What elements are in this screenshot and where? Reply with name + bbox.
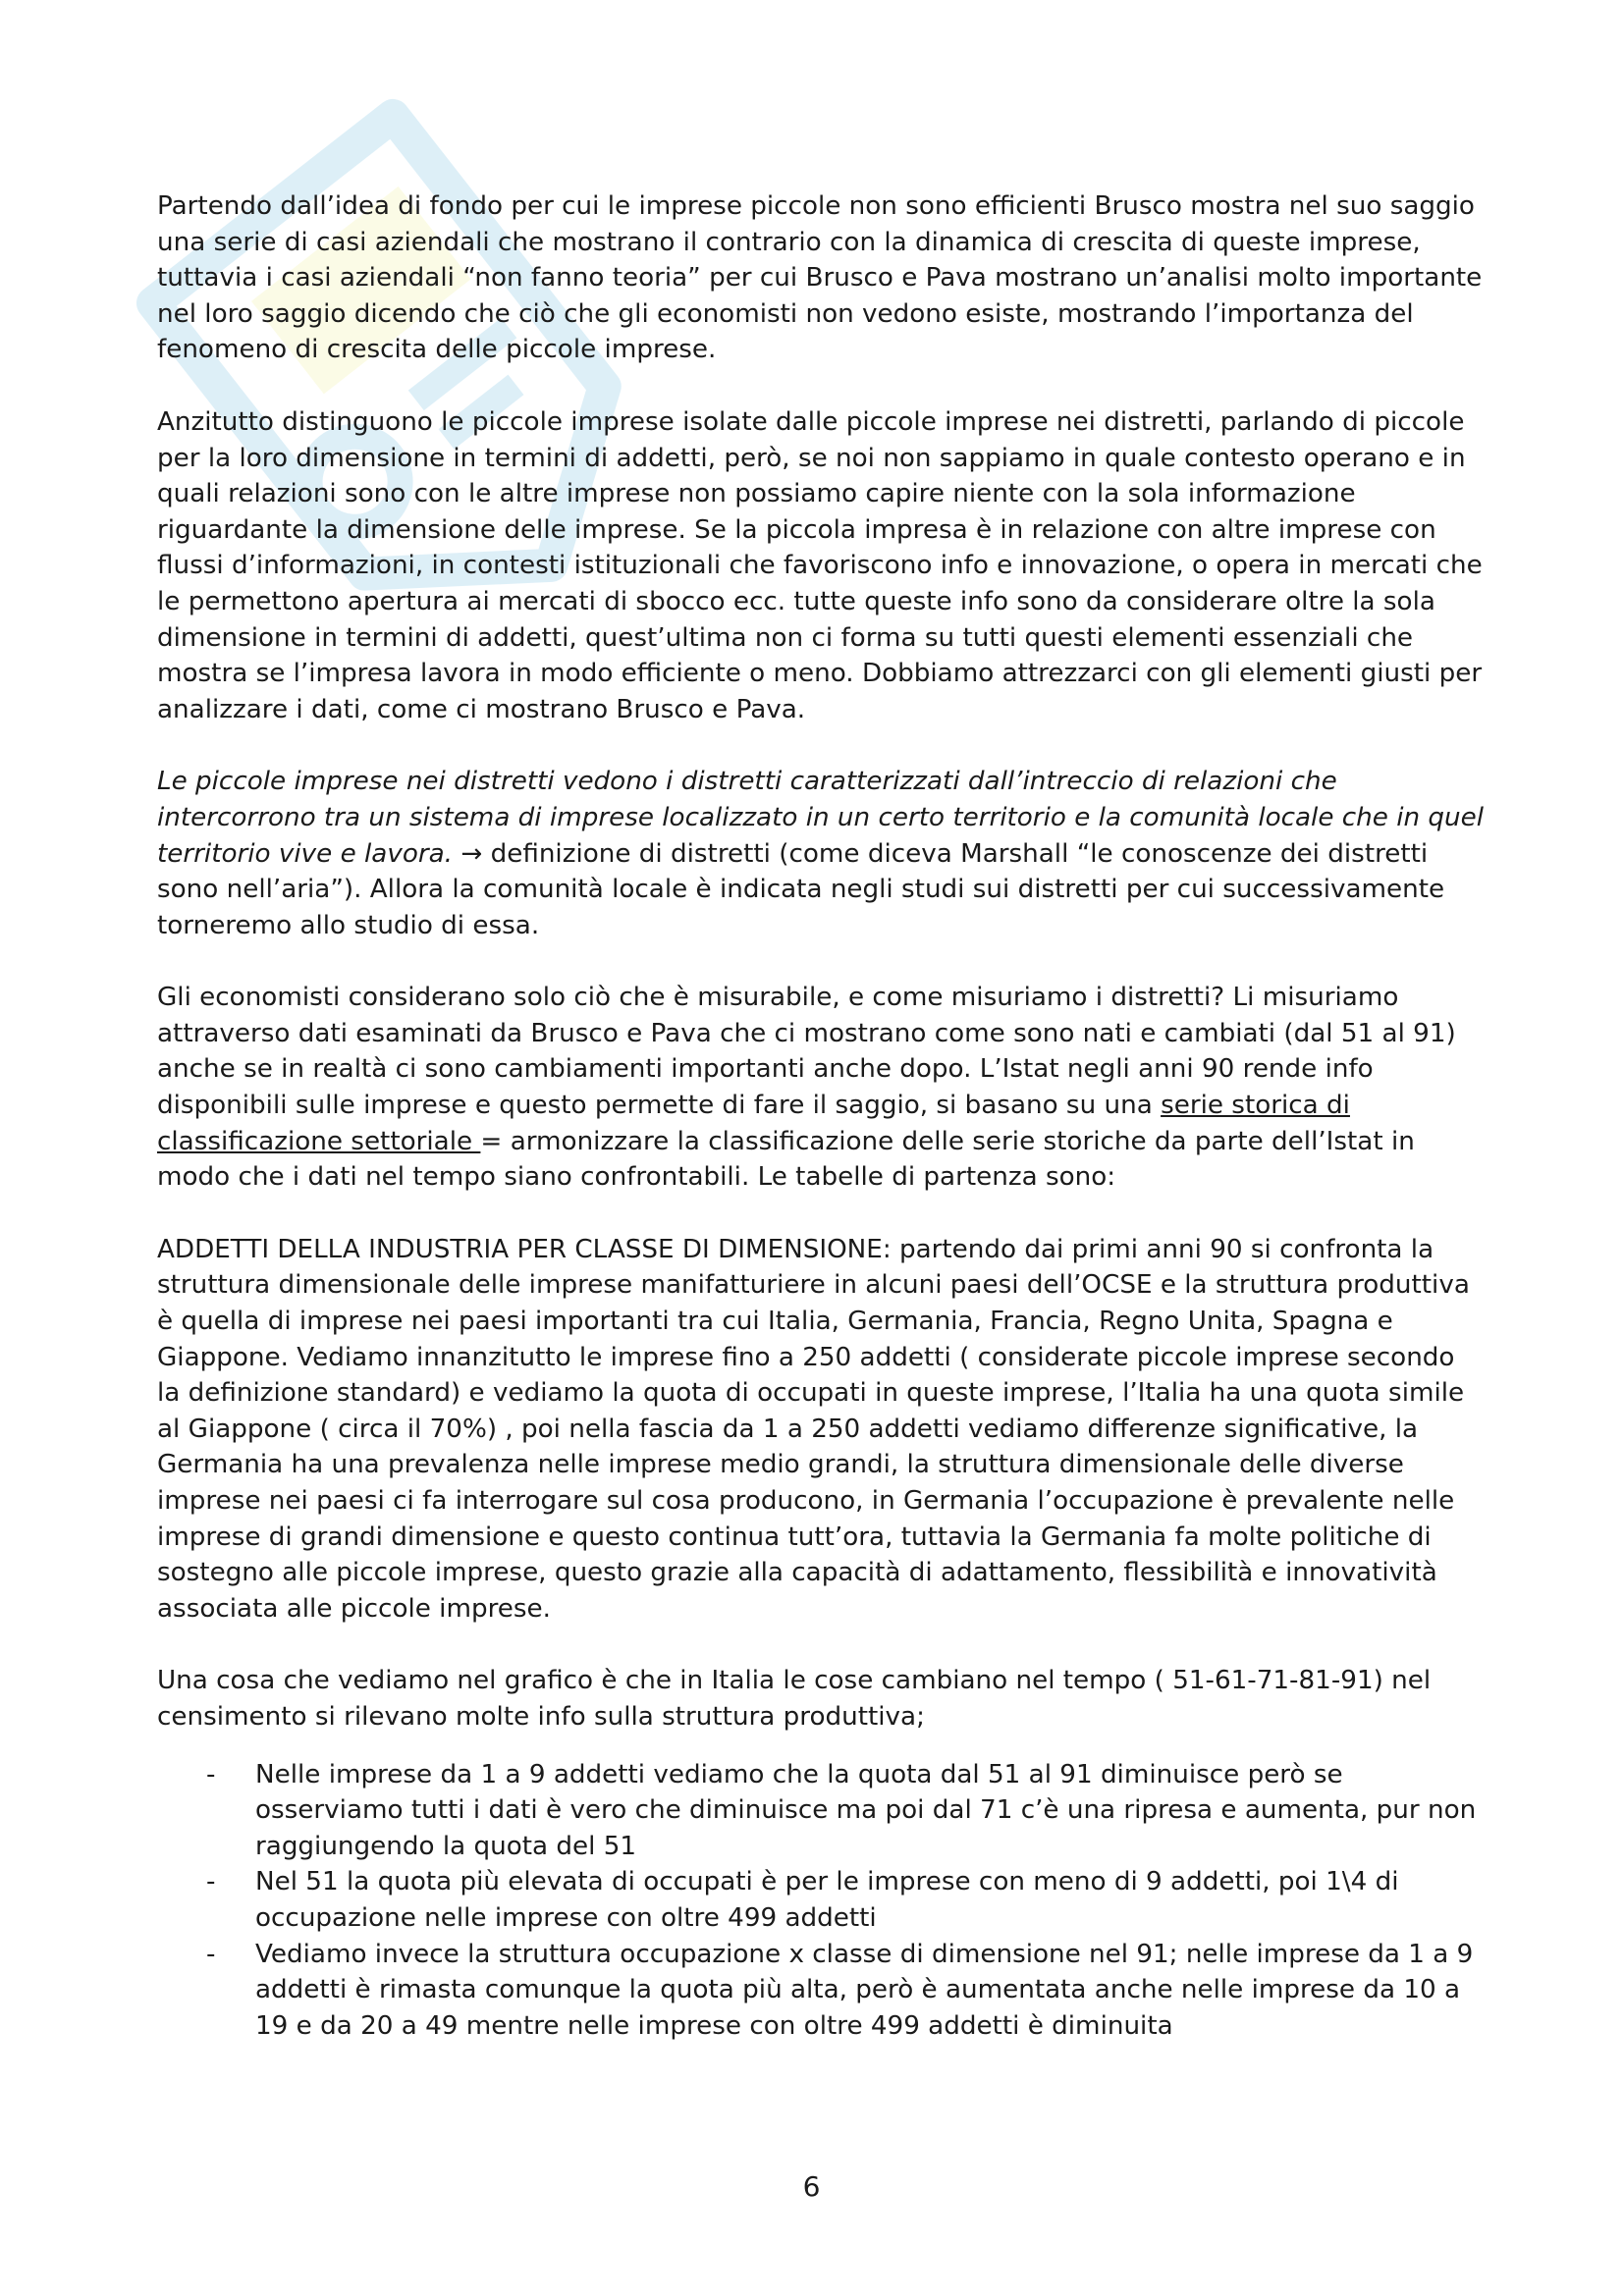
- paragraph-italy-census: Una cosa che vediamo nel grafico è che in Italia le cose cambiano nel tempo ( 51-61-71-81-91) nel censimento si rilevano molte info sulla struttura produttiva;: [157, 1666, 1432, 1732]
- paragraph-isolated-vs-district: Anzitutto distinguono le piccole imprese isolate dalle piccole imprese nei distretti, parlando di piccole per la loro dimensione in termini di addetti, però, se noi non sappiamo in quale contesto operano e in quali relazioni sono con le altre imprese non possiamo capire niente con la sola informazione riguardante la dimensione delle imprese. Se la piccola impresa è in relazione con altre imprese con flussi d’informazioni, in contesti istituzionali che favoriscono info e innovazione, o opera in mercati che le permettono apertura ai mercati di sbocco ecc. tutte queste info sono da considerare oltre la sola dimensione in termini di addetti, quest’ultima non ci forma su tutti questi elementi essenziali che mostra se l’impresa lavora in modo efficiente o meno. Dobbiamo attrezzarci con gli elementi giusti per analizzare i dati, come ci mostrano Brusco e Pava.: [157, 406, 1483, 724]
- bullet-marker: -: [206, 1759, 216, 1789]
- document-body: [157, 188, 1485, 2044]
- district-definition-italic: Le piccole imprese nei distretti vedono i distretti caratterizzati dall’intreccio di relazioni che intercorrono tra un sistema di imprese localizzato in un certo territorio e la comunità locale che in quel territorio vive e lavora.: [157, 767, 1485, 869]
- list-item: - Vediamo invece la struttura occupazione x classe di dimensione nel 91; nelle imprese da 1 a 9 addetti è rimasta comunque la quota più alta, però è aumentata anche nelle imprese da 10 a 19 e da 20 a 49 mentre nelle imprese con oltre 499 addetti è diminuita: [157, 1937, 1485, 2045]
- list-item: - Nel 51 la quota più elevata di occupati è per le imprese con meno di 9 addetti, poi 1\4 di occupazione nelle imprese con oltre 499 addetti: [157, 1864, 1485, 1936]
- bullet-list: [157, 1757, 1485, 2045]
- paragraph-employees-by-size: ADDETTI DELLA INDUSTRIA PER CLASSE DI DIMENSIONE: partendo dai primi anni 90 si confronta la struttura dimensionale delle imprese manifatturiere in alcuni paesi dell’OCSE e la struttura produttiva è quella di imprese nei paesi importanti tra cui Italia, Germania, Francia, Regno Unita, Spagna e Giappone. Vediamo innanzitutto le imprese fino a 250 addetti ( considerate piccole imprese secondo la definizione standard) e vediamo la quota di occupati in queste imprese, l’Italia ha una quota simile al Giappone ( circa il 70%) , poi nella fascia da 1 a 250 addetti vediamo differenze significative, la Germania ha una prevalenza nelle imprese medio grandi, la struttura dimensionale delle diverse imprese nei paesi ci fa interrogare sul cosa producono, in Germania l’occupazione è prevalente nelle imprese di grandi dimensione e questo continua tutt’ora, tuttavia la Germania fa molte politiche di sostegno alle piccole imprese, questo grazie alla capacità di adattamento, flessibilità e innovatività associata alle piccole imprese.: [157, 1234, 1470, 1624]
- arrow-icon: →: [460, 838, 483, 869]
- list-item: - Nelle imprese da 1 a 9 addetti vediamo che la quota dal 51 al 91 diminuisce però se osserviamo tutti i dati è vero che diminuisce ma poi dal 71 c’è una ripresa e aumenta, pur non raggiungendo la quota del 51: [157, 1757, 1485, 1865]
- underlined-term: serie storica di classificazione settoriale: [157, 1091, 1350, 1156]
- bullet-marker: -: [206, 1939, 216, 1969]
- paragraph-district-definition: [157, 764, 1485, 943]
- paragraph-intro: Partendo dall’idea di fondo per cui le imprese piccole non sono efficienti Brusco mostra nel suo saggio una serie di casi aziendali che mostrano il contrario con la dinamica di crescita di queste imprese, tuttavia i casi aziendali “non fanno teoria” per cui Brusco e Pava mostrano un’analisi molto importante nel loro saggio dicendo che ciò che gli economisti non vedono esiste, mostrando l’importanza del fenomeno di crescita delle piccole imprese.: [157, 191, 1483, 365]
- paragraph-measurement: Gli economisti considerano solo ciò che è misurabile, e come misuriamo i distretti? Li misuriamo attraverso dati esaminati da Brusco e Pava che ci mostrano come sono nati e cambiati (dal 51 al 91) anche se in realtà ci sono cambiamenti importanti anche dopo. L’Istat negli anni 90 rende info disponibili sulle imprese e questo permette di fare il saggio, si basano su una serie storica di classificazione settoriale = armonizzare la classificazione delle serie storiche da parte dell’Istat in modo che i dati nel tempo siano confrontabili. Le tabelle di partenza sono:: [157, 983, 1456, 1193]
- page-number: 6: [802, 2170, 821, 2203]
- district-definition-note: definizione di distretti (come diceva Marshall “le conoscenze dei distretti sono nell’aria”). Allora la comunità locale è indicata negli studi sui distretti per cui successivamente torneremo allo studio di essa.: [157, 838, 1445, 940]
- bullet-marker: -: [206, 1867, 216, 1897]
